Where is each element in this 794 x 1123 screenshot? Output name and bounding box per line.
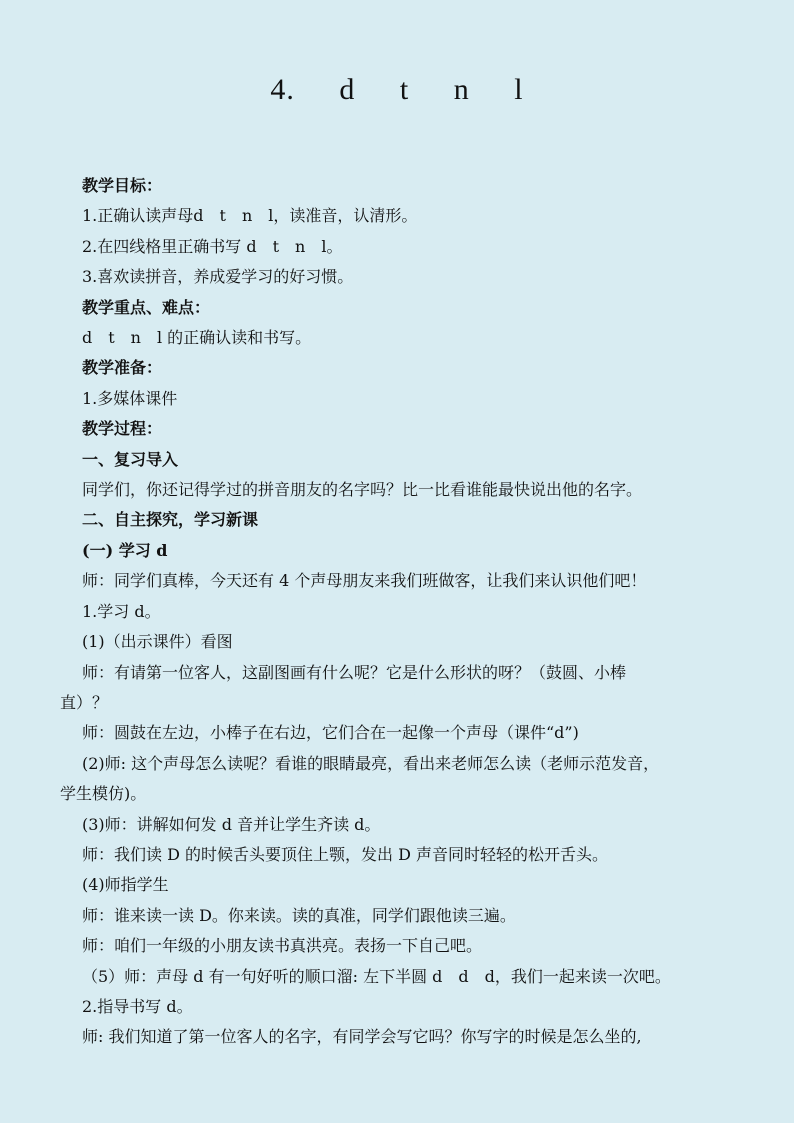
paragraph-line: 师：有请第一位客人，这副图画有什么呢？它是什么形状的呀？（鼓圆、小棒 [82, 662, 627, 682]
paragraph-line: 2.在四线格里正确书写 d t n l。 [82, 236, 343, 256]
paragraph-line: 2.指导书写 d。 [82, 996, 193, 1016]
paragraph-line: 直）？ [60, 692, 109, 712]
paragraph-line: 学生模仿)。 [60, 784, 147, 804]
section-heading: (一) 学习 d [82, 540, 168, 560]
title-letter-t: t [399, 73, 410, 106]
section-heading: 教学重点、难点： [82, 297, 211, 317]
section-heading: 教学过程： [82, 419, 163, 439]
paragraph-line: (2)师: 这个声母怎么读呢？看谁的眼睛最亮，看出来老师怎么读（老师示范发音， [82, 753, 660, 773]
paragraph-line: 1.多媒体课件 [82, 388, 178, 408]
paragraph-line: (3)师：讲解如何发 d 音并让学生齐读 d。 [82, 814, 381, 834]
paragraph-line: d t n l 的正确认读和书写。 [82, 328, 312, 348]
section-heading: 教学目标： [82, 176, 163, 195]
document-body [60, 171, 746, 1053]
title-letter-d: d [339, 73, 356, 106]
paragraph-line: 师：我们读 D 的时候舌头要顶住上颚，发出 D 声音同时轻轻的松开舌头。 [82, 844, 609, 864]
paragraph-line: 1.正确认读声母d t n l，读准音，认清形。 [82, 206, 418, 226]
paragraph-line: 师: 我们知道了第一位客人的名字，有同学会写它吗？你写字的时候是怎么坐的, [82, 1027, 642, 1047]
paragraph-line: 师：谁来读一读 D。你来读。读的真准，同学们跟他读三遍。 [82, 905, 516, 925]
paragraph-line: 师：同学们真棒，今天还有 4 个声母朋友来我们班做客，让我们来认识他们吧！ [82, 571, 647, 591]
title-letter-l: l [514, 73, 524, 106]
section-heading: 教学准备： [82, 358, 163, 378]
paragraph-line: 同学们，你还记得学过的拼音朋友的名字吗？比一比看谁能最快说出他的名字。 [82, 480, 643, 500]
section-heading: 二、自主探究，学习新课 [82, 510, 259, 530]
paragraph-line: 1.学习 d。 [82, 601, 161, 621]
document-title [0, 68, 794, 112]
title-letter-n: n [453, 73, 470, 106]
paragraph-line: （5）师：声母 d 有一句好听的顺口溜: 左下半圆 d d d，我们一起来读一次吧。 [82, 966, 671, 986]
paragraph-line: 师：咱们一年级的小朋友读书真洪亮。表扬一下自己吧。 [82, 936, 483, 956]
title-number: 4. [270, 73, 295, 106]
section-heading: 一、复习导入 [82, 449, 179, 469]
paragraph-line: 师：圆鼓在左边，小棒子在右边，它们合在一起像一个声母（课件“d”) [82, 723, 579, 743]
paragraph-line: (1)（出示课件）看图 [82, 632, 233, 652]
paragraph-line: (4)师指学生 [82, 875, 169, 895]
paragraph-line: 3.喜欢读拼音，养成爱学习的好习惯。 [82, 267, 354, 287]
